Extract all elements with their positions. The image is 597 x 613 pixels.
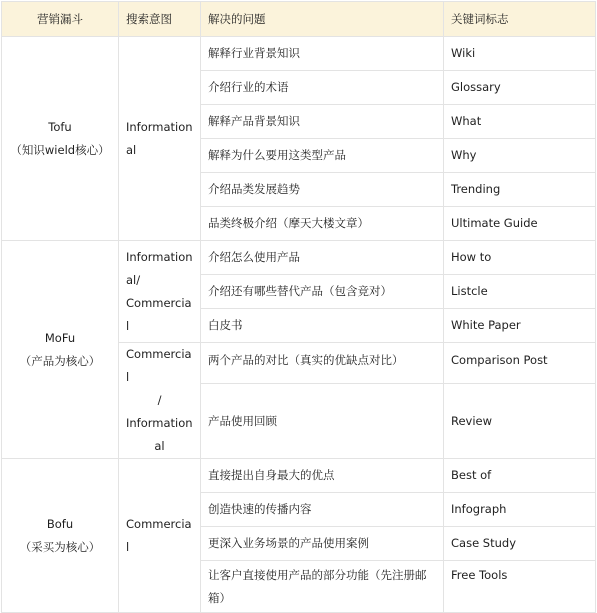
keyword-cell: Best of [444,459,596,493]
header-keyword: 关键词标志 [444,2,596,37]
stage-subtitle: （采买为核心） [19,539,101,554]
stage-subtitle: （产品为核心） [19,353,101,368]
stage-subtitle: （知识wield核心） [10,142,110,157]
funnel-keyword-table [1,1,596,613]
problem-cell: 创造快速的传播内容 [201,493,444,527]
problem-cell: 直接提出自身最大的优点 [201,459,444,493]
keyword-cell: Infograph [444,493,596,527]
problem-cell: 解释产品背景知识 [201,105,444,139]
keyword-cell: Why [444,139,596,173]
keyword-cell: White Paper [444,309,596,343]
intent-cell [119,241,201,343]
stage-name: Tofu [48,119,72,134]
stage-cell-mofu [2,241,119,459]
intent-line: / [157,393,162,407]
keyword-cell: What [444,105,596,139]
intent-line: Commercial [126,347,192,384]
problem-cell: 白皮书 [201,309,444,343]
intent-cell [119,459,201,613]
problem-cell: 介绍怎么使用产品 [201,241,444,275]
keyword-cell: Comparison Post [444,343,596,384]
header-funnel: 营销漏斗 [2,2,119,37]
problem-cell: 介绍品类发展趋势 [201,173,444,207]
header-row [2,2,596,37]
problem-cell: 解释行业背景知识 [201,37,444,71]
problem-cell [201,561,444,613]
keyword-cell: Free Tools [444,561,596,613]
keyword-cell: Listcle [444,275,596,309]
problem-cell: 更深入业务场景的产品使用案例 [201,527,444,561]
intent-line: al/ [126,272,141,287]
keyword-cell: Wiki [444,37,596,71]
stage-cell-bofu [2,459,119,613]
stage-name: Bofu [46,516,74,531]
intent-line: Commercial [126,295,192,333]
intent-line: Information [126,416,193,430]
table-row [2,241,596,275]
problem-cell: 两个产品的对比（真实的优缺点对比） [201,343,444,384]
table-row [2,459,596,493]
keyword-cell: Trending [444,173,596,207]
problem-line: 箱） [208,591,231,605]
stage-cell-tofu [2,37,119,241]
intent-line: Information [126,119,193,134]
intent-cell [119,37,201,241]
table-row [2,37,596,71]
intent-cell [119,343,201,459]
intent-line: Information [126,249,193,264]
keyword-cell: Review [444,384,596,459]
intent-line: Commercial [126,516,192,554]
intent-line: al [126,142,137,157]
problem-cell: 介绍行业的术语 [201,71,444,105]
intent-line: al [154,439,165,453]
stage-name: MoFu [44,330,76,345]
problem-cell: 介绍还有哪些替代产品（包含竞对） [201,275,444,309]
keyword-cell: Glossary [444,71,596,105]
problem-cell: 产品使用回顾 [201,384,444,459]
keyword-cell: How to [444,241,596,275]
header-intent: 搜索意图 [119,2,201,37]
header-problem: 解决的问题 [201,2,444,37]
problem-cell: 品类终极介绍（摩天大楼文章） [201,207,444,241]
problem-cell: 解释为什么要用这类型产品 [201,139,444,173]
keyword-cell: Ultimate Guide [444,207,596,241]
keyword-cell: Case Study [444,527,596,561]
problem-line: 让客户直接使用产品的部分功能（先注册邮 [208,568,427,582]
